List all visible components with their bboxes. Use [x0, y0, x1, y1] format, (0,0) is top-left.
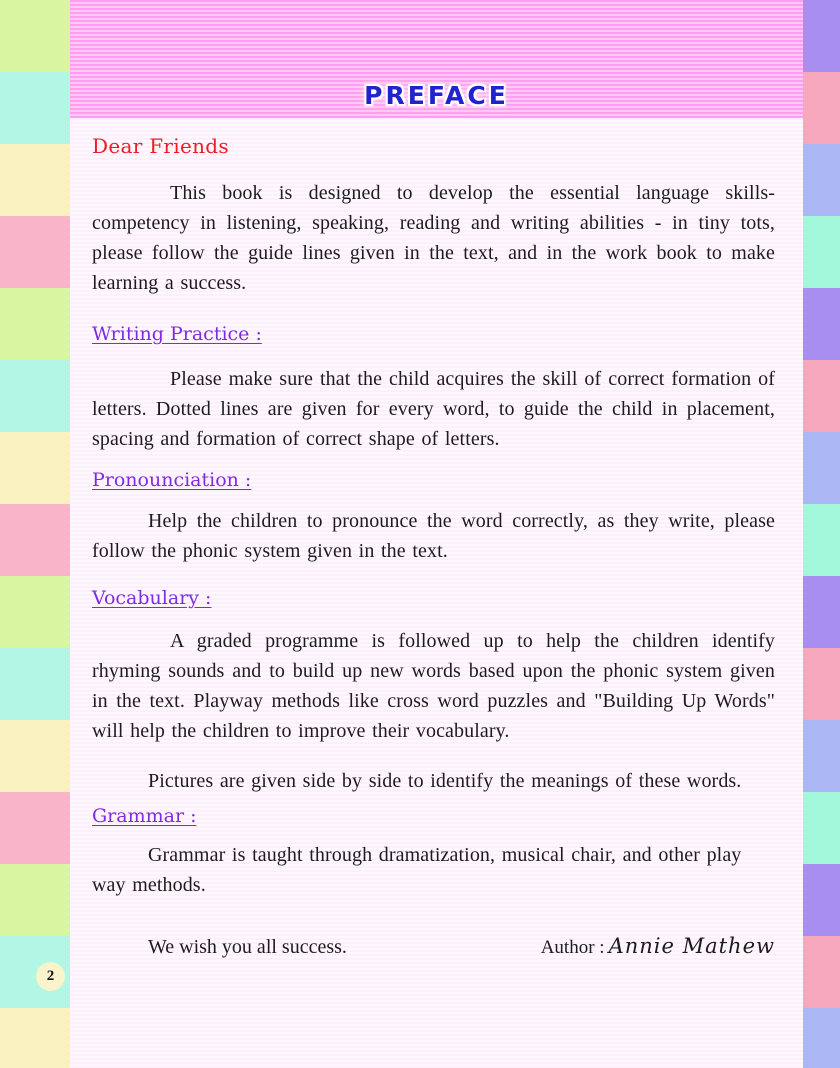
heading-writing-practice: Writing Practice : — [92, 323, 262, 345]
color-block — [0, 792, 70, 864]
color-block — [0, 720, 70, 792]
color-block — [0, 576, 70, 648]
paragraph-pictures: Pictures are given side by side to identify the meanings of these words. — [148, 770, 742, 792]
color-block — [0, 504, 70, 576]
color-block — [803, 288, 840, 360]
color-block — [0, 648, 70, 720]
color-block — [803, 432, 840, 504]
color-block — [803, 864, 840, 936]
left-color-strip — [0, 0, 70, 1068]
paragraph-vocabulary: A graded programme is followed up to help the children identify rhyming sounds and to build up new words based upon the phonic system given in the text. Playway methods like cross word puzzles and "Building Up Words" will help the children to improve their vocabulary. — [92, 630, 775, 742]
color-block — [0, 1008, 70, 1068]
page-number: 2 — [46, 968, 55, 984]
color-block — [0, 144, 70, 216]
color-block — [0, 432, 70, 504]
color-block — [803, 1008, 840, 1068]
author-label: Author : — [540, 937, 605, 958]
paragraph-intro: This book is designed to develop the essential language skills-competency in listening, speaking, reading and writing abilities - in tiny tots, please follow the guide lines given in the text, and in the work book to make learning a success. — [92, 182, 775, 294]
heading-pronounciation: Pronounciation : — [92, 469, 252, 491]
color-block — [803, 216, 840, 288]
preface-body — [70, 118, 803, 1068]
color-block — [803, 504, 840, 576]
color-block — [803, 936, 840, 1008]
color-block — [803, 144, 840, 216]
right-color-strip — [803, 0, 840, 1068]
color-block — [0, 360, 70, 432]
color-block — [0, 72, 70, 144]
header-banner — [70, 0, 803, 118]
salutation: Dear Friends — [92, 134, 229, 158]
closing-text: We wish you all success. — [148, 936, 347, 958]
heading-vocabulary: Vocabulary : — [92, 587, 212, 609]
color-block — [0, 216, 70, 288]
author-credit — [541, 934, 775, 959]
paragraph-writing-practice: Please make sure that the child acquires the skill of correct formation of letters. Dotted lines are given for every word, to guide the child in placement, spacing and formation of correct shape of letters. — [92, 368, 775, 450]
color-block — [803, 360, 840, 432]
heading-grammar: Grammar : — [92, 805, 197, 827]
color-block — [0, 864, 70, 936]
closing-row — [92, 932, 775, 962]
paragraph-pronounciation: Help the children to pronounce the word correctly, as they write, please follow the phonic system given in the text. — [92, 510, 775, 562]
author-name: Annie Mathew — [608, 934, 775, 958]
color-block — [803, 72, 840, 144]
page-number-badge — [36, 962, 65, 991]
page-title: PREFACE — [364, 81, 509, 110]
paragraph-grammar: Grammar is taught through dramatization, musical chair, and other play way methods. — [92, 844, 742, 896]
color-block — [0, 288, 70, 360]
color-block — [803, 576, 840, 648]
color-block — [0, 0, 70, 72]
color-block — [803, 720, 840, 792]
page-center-column — [70, 0, 803, 1068]
color-block — [803, 0, 840, 72]
color-block — [803, 792, 840, 864]
color-block — [803, 648, 840, 720]
